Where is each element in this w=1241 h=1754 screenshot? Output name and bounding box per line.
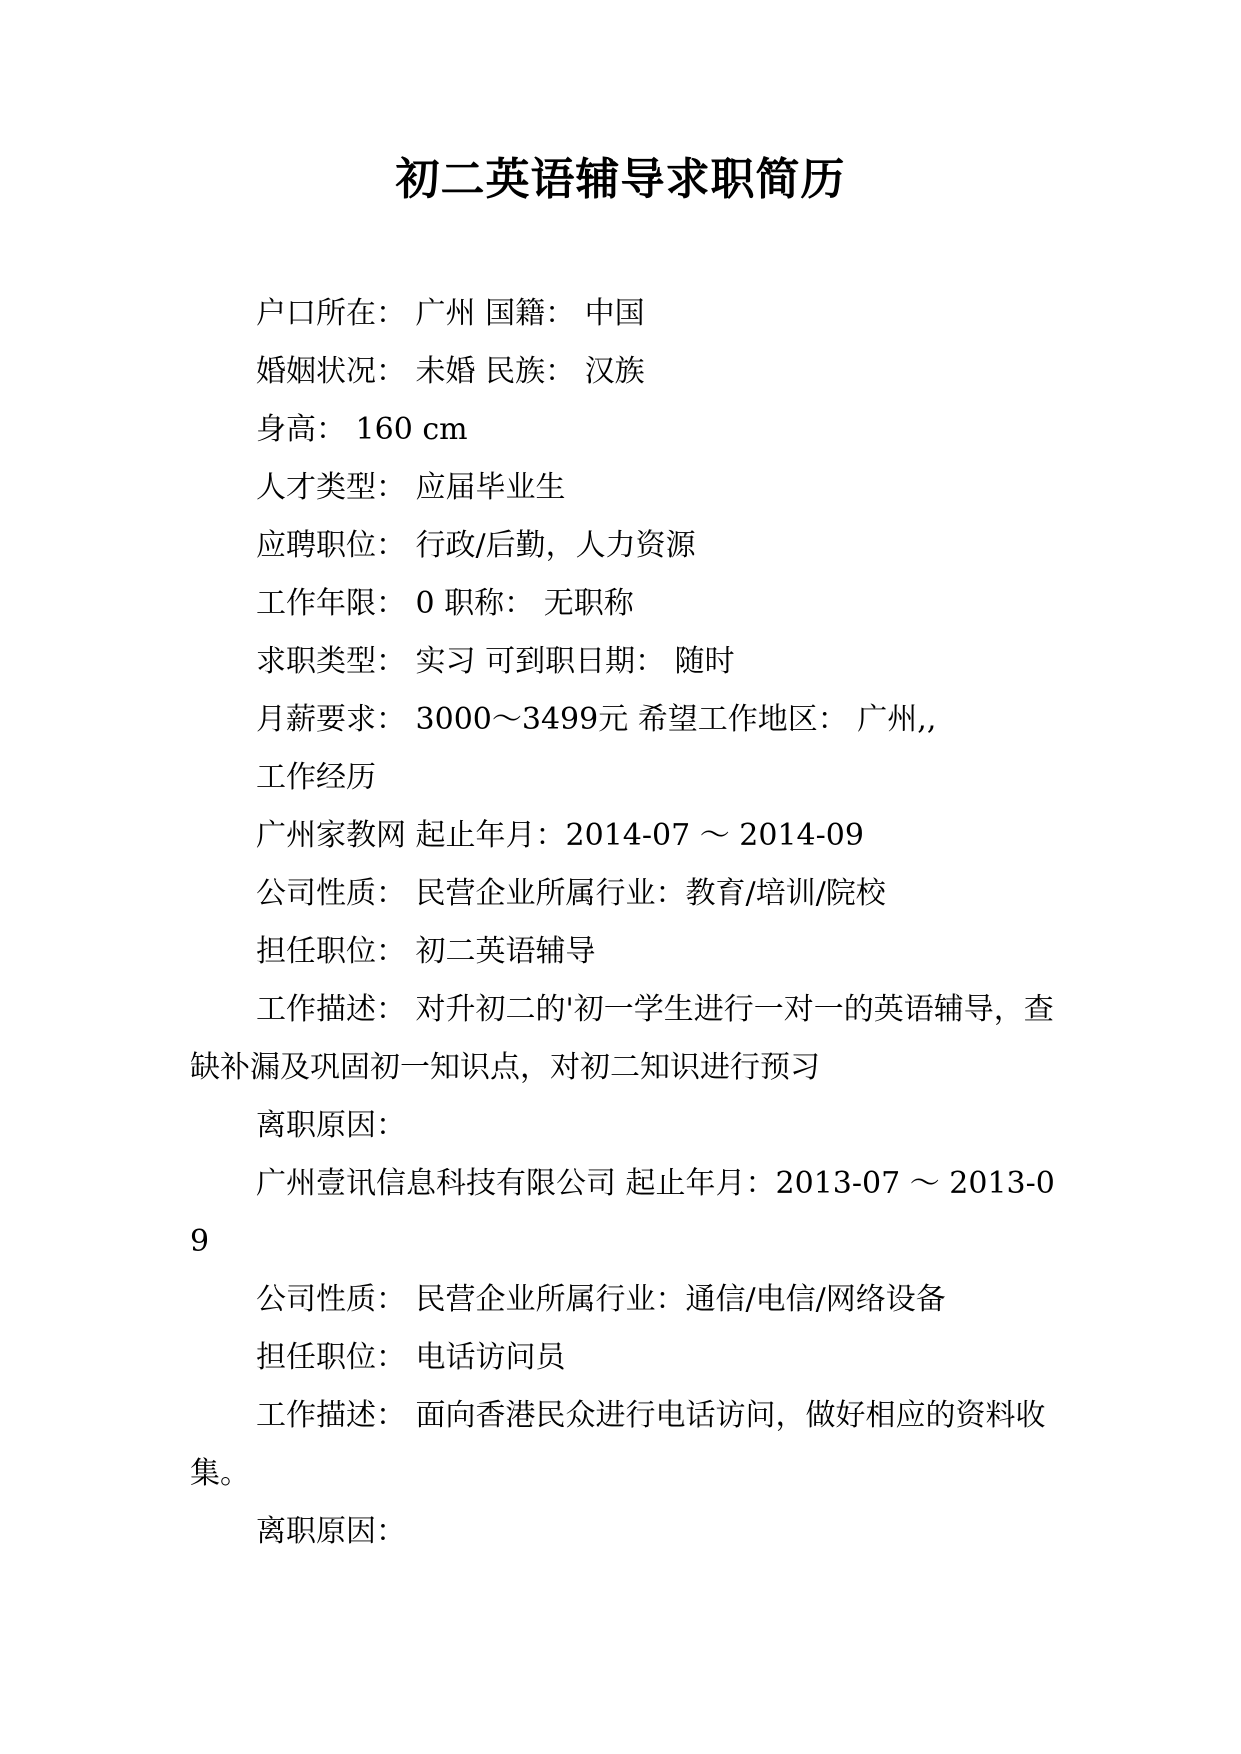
job-1-company-line: 广州家教网 起止年月：2014-07 ～ 2014-09 xyxy=(256,818,864,853)
height-line: 身高： 160 cm xyxy=(256,412,468,447)
document-title: 初二英语辅导求职简历 xyxy=(395,154,846,205)
talent-type-line: 人才类型： 应届毕业生 xyxy=(256,470,566,505)
job-2-position-line: 担任职位： 电话访问员 xyxy=(256,1340,566,1375)
job-2-company-line: 广州壹讯信息科技有限公司 起止年月：2013-07 ～ 2013-09 xyxy=(190,1166,1055,1259)
job-2-leaving-reason: 离职原因： xyxy=(256,1514,406,1549)
job-1-leaving-reason: 离职原因： xyxy=(256,1108,406,1143)
job-1-company-nature-line: 公司性质： 民营企业所属行业：教育/培训/院校 xyxy=(256,876,886,911)
salary-line: 月薪要求： 3000～3499元 希望工作地区： 广州,, xyxy=(256,702,937,737)
marital-status-line: 婚姻状况： 未婚 民族： 汉族 xyxy=(256,354,645,389)
applied-position-line: 应聘职位： 行政/后勤，人力资源 xyxy=(256,528,696,563)
job-2-description: 工作描述： 面向香港民众进行电话访问，做好相应的资料收集。 xyxy=(190,1398,1046,1491)
job-2-company-nature-line: 公司性质： 民营企业所属行业：通信/电信/网络设备 xyxy=(256,1282,946,1317)
work-experience-heading: 工作经历 xyxy=(256,760,376,795)
job-type-line: 求职类型： 实习 可到职日期： 随时 xyxy=(256,644,735,679)
work-years-line: 工作年限： 0 职称： 无职称 xyxy=(256,586,634,621)
document-body xyxy=(190,285,1055,1561)
job-1-position-line: 担任职位： 初二英语辅导 xyxy=(256,934,596,969)
household-registration-line: 户口所在： 广州 国籍： 中国 xyxy=(256,296,645,331)
job-1-description: 工作描述： 对升初二的'初一学生进行一对一的英语辅导，查缺补漏及巩固初一知识点，对初二知识进行预习 xyxy=(190,992,1054,1085)
